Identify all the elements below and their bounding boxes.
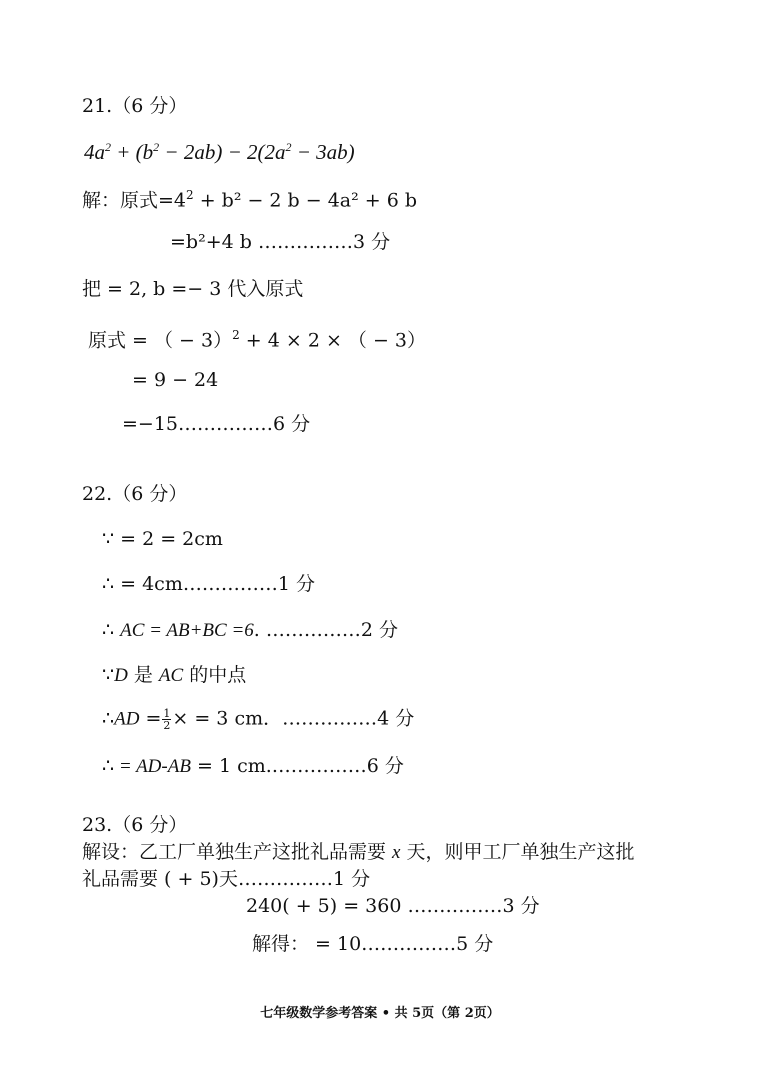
line6-math: = AD-AB: [114, 756, 191, 777]
q22-line1: ∵ = 2 = 2cm: [102, 528, 223, 550]
line5-sym: ∴: [102, 707, 115, 730]
line4-mid: 是: [127, 664, 159, 686]
q21-calc1: [88, 329, 426, 350]
q22-line6: [102, 757, 404, 776]
line1-a: 解设：乙工厂单独生产这批礼品需要: [82, 841, 393, 863]
sol-sup: 2: [186, 188, 194, 202]
q22-line4: [102, 666, 246, 685]
line4-d: D: [114, 665, 128, 686]
expr-part-b: + (b: [111, 140, 154, 164]
expr-sup-2: 2: [153, 140, 160, 154]
q21-calc3: =−15……………6 分: [122, 413, 311, 435]
page-footer: 七年级数学参考答案 • 共 5页（第 2页）: [260, 1006, 500, 1021]
q22-header: 22.（6 分）: [82, 483, 188, 505]
fraction-one-half: [162, 708, 171, 731]
q21-header: 21.（6 分）: [82, 95, 188, 117]
q22-line2: ∴ = 4cm……………1 分: [102, 573, 315, 595]
expr-part-a: 4a: [84, 140, 105, 164]
sol-prefix: 解：原式=4: [82, 189, 187, 212]
q23-line3: 240( + 5) = 360 ……………3 分: [246, 895, 540, 917]
line1-x: x: [392, 842, 401, 863]
line4-end: 的中点: [183, 664, 247, 686]
calc1-a: 原式 = （ − 3）: [88, 329, 233, 352]
q21-expression: [84, 141, 355, 163]
line5-ad: AD: [114, 708, 140, 730]
q23-line1: [82, 843, 635, 862]
line3-sym: ∴: [102, 619, 121, 641]
frac-den: 2: [163, 719, 171, 732]
q23-line4: 解得： = 10……………5 分: [252, 933, 494, 955]
line5-eq: =: [139, 707, 162, 730]
expr-sup-1: 2: [105, 140, 111, 154]
line3-math: AC = AB+BC =6: [120, 620, 254, 641]
frac-num: 1: [163, 707, 171, 720]
q22-line3: [102, 621, 398, 640]
expr-sup-3: 2: [285, 140, 292, 154]
calc1-sup: 2: [232, 328, 240, 342]
line6-sym: ∴: [102, 755, 115, 777]
q21-solution: [82, 189, 417, 210]
line6-rest: = 1 cm.……………6 分: [190, 755, 404, 777]
line3-rest: . ……………2 分: [253, 619, 398, 641]
q23-header: 23.（6 分）: [82, 814, 188, 836]
sol-rest: + b² − 2 b − 4a² + 6 b: [193, 189, 418, 212]
q21-step2: =b²+4 b ……………3 分: [170, 231, 391, 253]
calc1-b: + 4 × 2 × （ − 3）: [239, 329, 426, 352]
line4-ac: AC: [158, 665, 184, 686]
expr-part-c: − 2ab) − 2(2a: [159, 140, 286, 164]
q21-calc2: = 9 − 24: [132, 369, 219, 391]
q23-line2: 礼品需要 ( + 5)天……………1 分: [82, 868, 371, 890]
line5-rest: × = 3 cm．……………4 分: [172, 707, 415, 730]
q22-line5: [102, 708, 414, 731]
line4-sym: ∵: [102, 664, 115, 686]
line1-b: 天，则甲工厂单独生产这批: [400, 841, 635, 863]
expr-part-d: − 3ab): [291, 140, 355, 164]
q21-substitute: 把 = 2, b =− 3 代入原式: [82, 278, 304, 300]
